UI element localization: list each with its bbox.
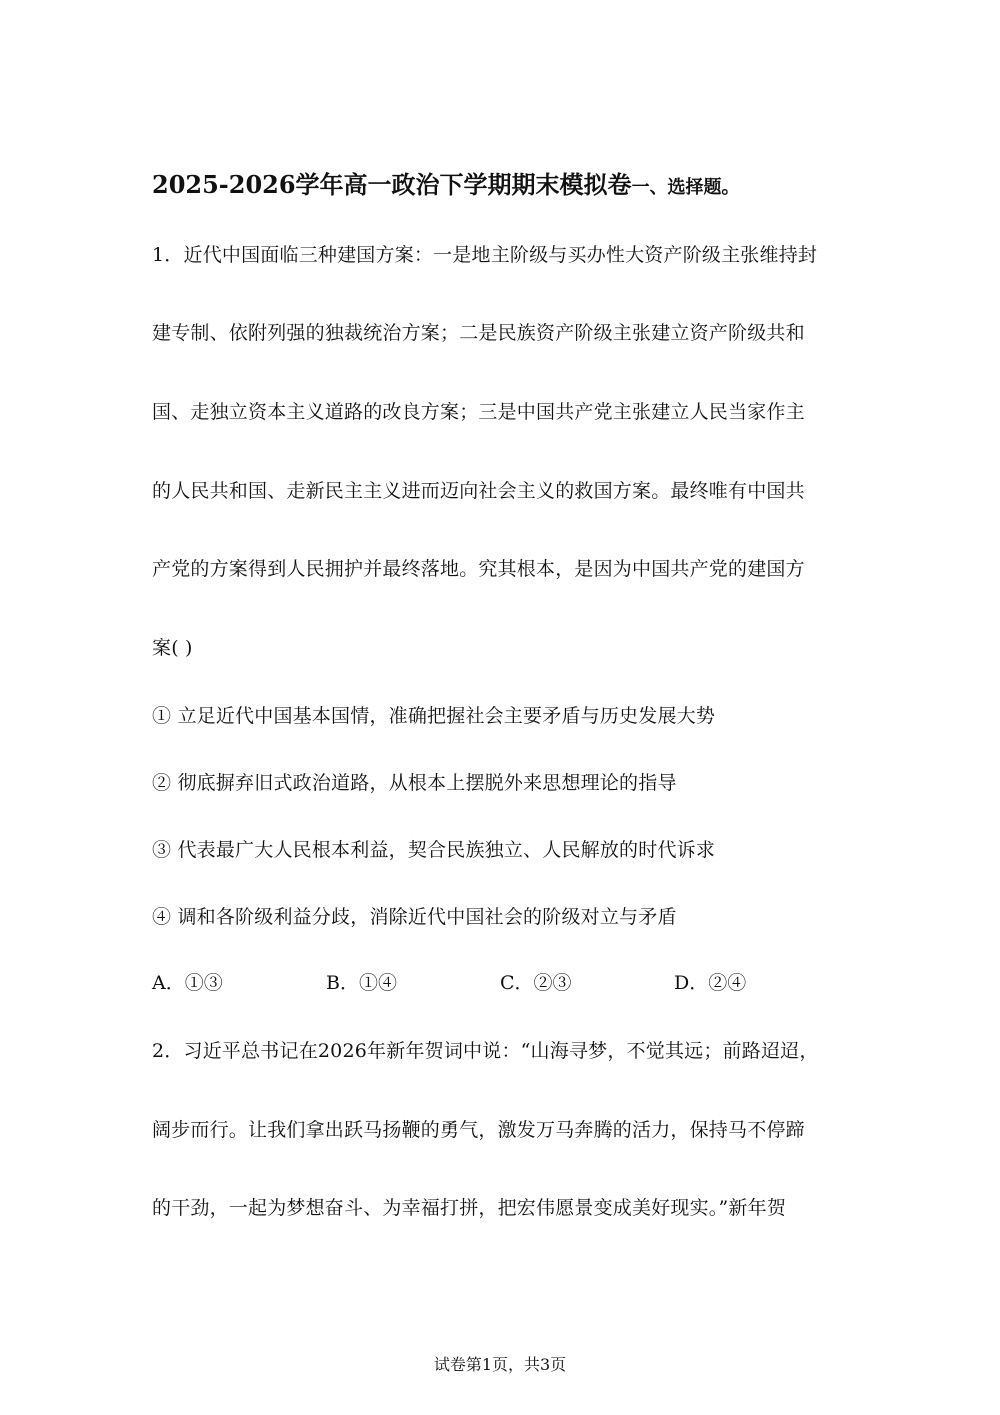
question-2-line: 2．习近平总书记在2026年新年贺词中说：“山海寻梦，不觉其远；前路迢迢， bbox=[152, 1040, 819, 1062]
question-2-line: 阔步而行。让我们拿出跃马扬鞭的勇气，激发万马奔腾的活力，保持马不停蹄 bbox=[152, 1119, 805, 1141]
option-b: B．①④ bbox=[326, 972, 397, 994]
question-1-line: 案( ) bbox=[152, 637, 193, 659]
page-footer: 试卷第1页，共3页 bbox=[433, 1355, 567, 1374]
question-1-line: 1．近代中国面临三种建国方案：一是地主阶级与买办性大资产阶级主张维持封 bbox=[152, 244, 818, 266]
statement-4: ④ 调和各阶级利益分歧，消除近代中国社会的阶级对立与矛盾 bbox=[152, 906, 677, 928]
section-heading: 一、选择题。 bbox=[631, 177, 740, 198]
question-1-line: 建专制、依附列强的独裁统治方案；二是民族资产阶级主张建立资产阶级共和 bbox=[152, 322, 805, 344]
option-c: C．②③ bbox=[500, 972, 572, 994]
question-1-line: 国、走独立资本主义道路的改良方案；三是中国共产党主张建立人民当家作主 bbox=[152, 401, 805, 423]
option-d: D．②④ bbox=[674, 972, 747, 994]
question-1-line: 产党的方案得到人民拥护并最终落地。究其根本，是因为中国共产党的建国方 bbox=[152, 558, 805, 580]
question-1-line: 的人民共和国、走新民主主义进而迈向社会主义的救国方案。最终唯有中国共 bbox=[152, 480, 805, 502]
statement-2: ② 彻底摒弃旧式政治道路，从根本上摆脱外来思想理论的指导 bbox=[152, 772, 677, 794]
statement-3: ③ 代表最广大人民根本利益，契合民族独立、人民解放的时代诉求 bbox=[152, 839, 716, 861]
statement-1: ① 立足近代中国基本国情，准确把握社会主要矛盾与历史发展大势 bbox=[152, 705, 716, 727]
option-a: A．①③ bbox=[152, 972, 223, 994]
question-2-line: 的干劲，一起为梦想奋斗、为幸福打拼，把宏伟愿景变成美好现实。”新年贺 bbox=[152, 1197, 787, 1219]
exam-title bbox=[152, 168, 872, 205]
exam-title-main: 2025-2026学年高一政治下学期期末模拟卷 bbox=[152, 170, 632, 199]
